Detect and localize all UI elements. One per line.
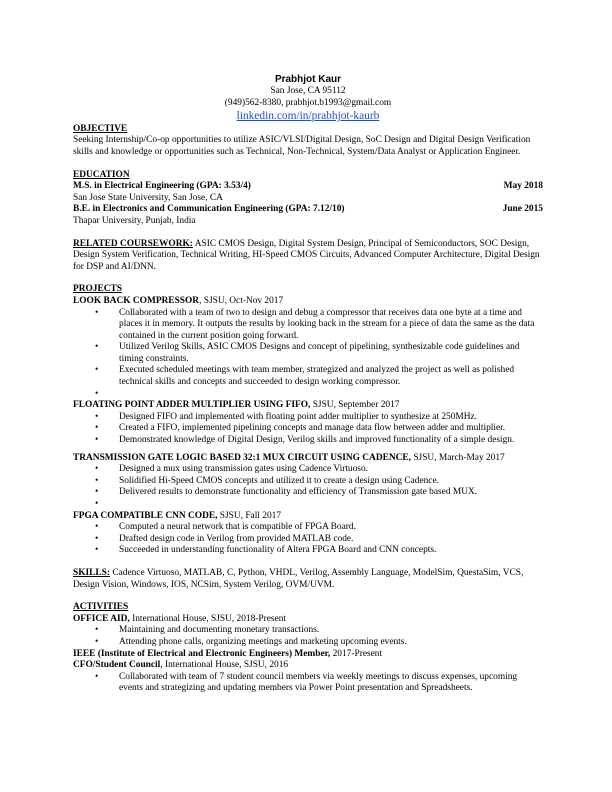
project-item bbox=[73, 453, 543, 511]
degree-title: M.S. in Electrical Engineering (GPA: 3.53/4) bbox=[73, 181, 251, 192]
activities-title: ACTIVITIES bbox=[73, 602, 129, 613]
coursework-section bbox=[73, 239, 543, 274]
resume-content bbox=[73, 73, 543, 695]
project-name: TRANSMISSION GATE LOGIC BASED 32:1 MUX CIRCUIT USING CADENCE, bbox=[73, 452, 411, 463]
objective-section bbox=[73, 124, 543, 159]
degree-date: June 2015 bbox=[502, 204, 543, 215]
education-title: EDUCATION bbox=[73, 169, 130, 180]
list-item: • Designed a mux using transmission gates using Cadence Virtuoso. bbox=[95, 464, 368, 475]
projects-title: PROJECTS bbox=[73, 284, 122, 295]
objective-title: OBJECTIVE bbox=[73, 123, 128, 134]
school-name: San Jose State University, San Jose, CA bbox=[73, 192, 223, 203]
skills-text: Cadence Virtuoso, MATLAB, C, Python, VHDL, Verilog, Assembly Language, ModelSim, QuestaSim, VCS, Design Vision, Windows, IOS, NCSim, System Verilog, OVM/UVM. bbox=[73, 567, 524, 590]
project-name: FPGA COMPATIBLE CNN CODE, bbox=[73, 510, 218, 521]
list-item: • Computed a neural network that is compatible of FPGA Board. bbox=[95, 522, 356, 533]
project-item bbox=[73, 511, 543, 557]
activity-meta: 2017-Present bbox=[330, 648, 383, 659]
list-item: • Solidified Hi-Speed CMOS concepts and utilized it to create a design using Cadence. bbox=[95, 475, 439, 486]
degree-date: May 2018 bbox=[503, 181, 543, 192]
bullet-icon: • bbox=[95, 365, 99, 376]
projects-section bbox=[73, 284, 543, 557]
activity-name: OFFICE AID, bbox=[73, 613, 130, 624]
project-meta: SJSU, Fall 2017 bbox=[217, 510, 282, 521]
activity-name: CFO/Student Council bbox=[73, 660, 161, 671]
list-item: • Executed scheduled meetings with team member, strategized and analyzed the project as well as polished technical skills and concepts and succeeded to design working compressor. bbox=[95, 365, 515, 388]
list-item: • Designed FIFO and implemented with floating point adder multiplier to synthesize at 250MHz. bbox=[95, 411, 478, 422]
bullet-icon: • bbox=[95, 435, 99, 446]
skills-section bbox=[73, 568, 543, 591]
skills-title: SKILLS: bbox=[73, 567, 110, 578]
linkedin-link[interactable]: linkedin.com/in/prabhjot-kaurb bbox=[236, 110, 380, 123]
project-meta: SJSU, September 2017 bbox=[310, 400, 400, 411]
education-section bbox=[73, 170, 543, 228]
list-item bbox=[73, 499, 543, 511]
activity-item bbox=[73, 614, 543, 649]
list-item: • Attending phone calls, organizing meetings and marketing upcoming events. bbox=[95, 636, 407, 647]
candidate-name: Prabhjot Kaur bbox=[274, 74, 342, 85]
education-entry bbox=[73, 204, 543, 216]
project-item bbox=[73, 400, 543, 446]
list-item: • Collaborated with team of 7 student council members via weekly meetings to discuss expenses, upcoming events and strategizing and updating members via Power Point presentation and Spreadsheets. bbox=[95, 671, 518, 694]
activity-item bbox=[73, 660, 543, 695]
bullet-icon: • bbox=[95, 636, 99, 647]
project-item bbox=[73, 296, 543, 400]
coursework-text: ASIC CMOS Design, Digital System Design, Principal of Semiconductors, SOC Design, Design System Verification, Technical Writing, HI-Speed CMOS Circuits, Advanced Computer Architecture, Digital Design for DSP and AI/DNN. bbox=[73, 238, 540, 272]
list-item bbox=[73, 389, 543, 401]
bullet-icon: • bbox=[95, 522, 99, 533]
list-item: • Delivered results to demonstrate functionality and efficiency of Transmission gate based MUX. bbox=[95, 487, 478, 498]
list-item: • Succeeded in understanding functionality of Altera FPGA Board and CNN concepts. bbox=[95, 545, 437, 556]
project-name: LOOK BACK COMPRESSOR bbox=[73, 295, 200, 306]
candidate-contact: (949)562-8380, prabhjot.b1993@gmail.com bbox=[224, 97, 392, 108]
bullet-icon: • bbox=[95, 671, 99, 682]
bullet-icon: • bbox=[95, 499, 99, 509]
bullet-icon: • bbox=[95, 533, 99, 544]
bullet-icon: • bbox=[95, 625, 99, 636]
list-item: • Created a FIFO, implemented pipelining concepts and manage data flow between adder and multiplier. bbox=[95, 423, 506, 434]
bullet-icon: • bbox=[95, 411, 99, 422]
project-name: FLOATING POINT ADDER MULTIPLIER USING FIFO, bbox=[73, 400, 311, 411]
project-meta: , SJSU, Oct-Nov 2017 bbox=[199, 295, 284, 306]
coursework-title: RELATED COURSEWORK: bbox=[73, 238, 193, 249]
bullet-icon: • bbox=[95, 307, 99, 318]
education-entry bbox=[73, 181, 543, 193]
degree-title: B.E. in Electronics and Communication Engineering (GPA: 7.12/10) bbox=[73, 204, 345, 215]
list-item: • Maintaining and documenting monetary transactions. bbox=[95, 625, 320, 636]
activity-name: IEEE (Institute of Electrical and Electronic Engineers) Member, bbox=[73, 648, 331, 659]
list-item: • Demonstrated knowledge of Digital Design, Verilog skills and improved functionality of a simple design. bbox=[95, 435, 515, 446]
list-item: • Utilized Verilog Skills, ASIC CMOS Designs and concept of pipelining, synthesizable code guidelines and timing constraints. bbox=[95, 342, 520, 364]
project-meta: SJSU, March-May 2017 bbox=[410, 452, 505, 463]
activity-meta: , International House, SJSU, 2016 bbox=[160, 660, 289, 671]
candidate-location: San Jose, CA 95112 bbox=[270, 86, 346, 96]
activity-item bbox=[73, 649, 543, 661]
bullet-icon: • bbox=[95, 487, 99, 498]
school-name: Thapar University, Punjab, India bbox=[73, 215, 196, 226]
bullet-icon: • bbox=[95, 342, 99, 353]
list-item: • Drafted design code in Verilog from provided MATLAB code. bbox=[95, 533, 354, 544]
activity-meta: International House, SJSU, 2018-Present bbox=[129, 613, 287, 624]
bullet-icon: • bbox=[95, 475, 99, 486]
bullet-icon: • bbox=[95, 545, 99, 556]
bullet-icon: • bbox=[95, 388, 99, 399]
bullet-icon: • bbox=[95, 464, 99, 475]
resume-header bbox=[73, 73, 543, 124]
list-item: • Collaborated with a team of two to design and debug a compressor that receives data one byte at a time and places it in memory. It outputs the results by looking back in the stream for a piece of data the same as the data contained in the current position going forward. bbox=[95, 307, 535, 341]
bullet-icon: • bbox=[95, 423, 99, 434]
objective-text: Seeking Internship/Co-op opportunities to utilize ASIC/VLSI/Digital Design, SoC Design and Digital Design Verification skills and knowledge or opportunities such as Technical, Non-Technical, System/Data Analyst or Application Engineer. bbox=[73, 135, 531, 157]
activities-section bbox=[73, 602, 543, 695]
